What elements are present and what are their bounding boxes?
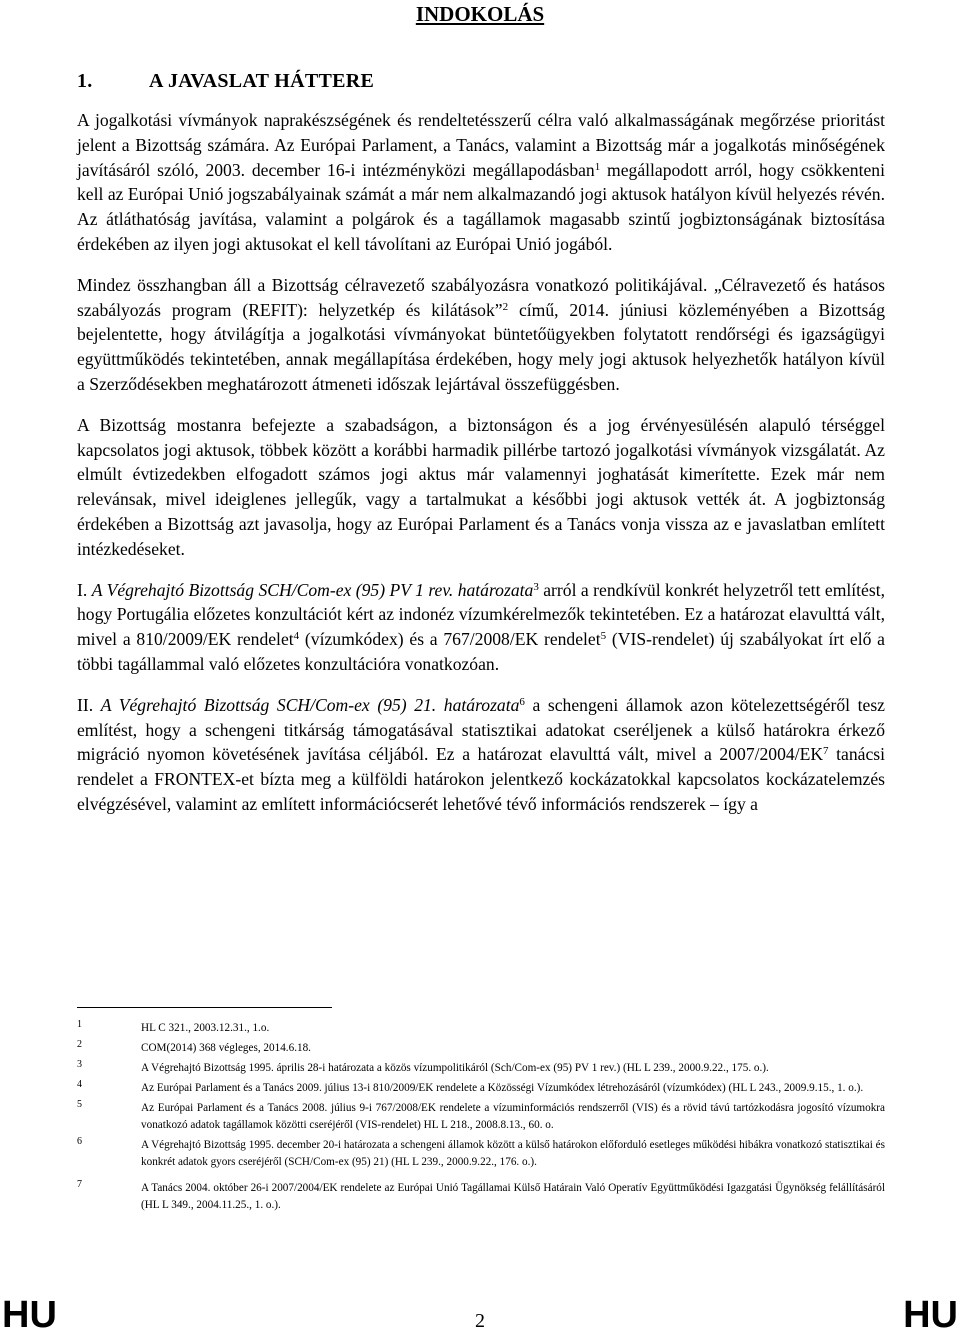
footnote-number: 2 xyxy=(77,1039,82,1050)
footnote-number: 5 xyxy=(77,1099,82,1110)
footnote-ref-1: 1 xyxy=(594,160,601,173)
footnote-item xyxy=(77,1100,885,1134)
footnote-text: Az Európai Parlament és a Tanács 2009. július 13-i 810/2009/EK rendelete a Közösségi Vízumkódex létrehozásáról (vízumkódex) (HL L 243., 2009.9.15., 1. o.). xyxy=(141,1082,864,1094)
footnote-text: A Tanács 2004. október 26-i 2007/2004/EK rendelete az Európai Unió Tagállamai Külső Határain Való Operatív Együttműködési Igazgatási Ügynökség felállításáról (HL L 349., 2004.11.25., 1. o.). xyxy=(141,1182,885,1211)
paragraph-4 xyxy=(77,578,885,677)
paragraph-3: A Bizottság mostanra befejezte a szabadságon, a biztonságon és a jog érvényesülésén alapuló térséggel kapcsolatos jogi aktusok, többek között a korábbi harmadik pillérbe tartozó jogalkotási vívmányok vizsgálatát. Az elmúlt évtizedekben elfogadott számos jogi aktus már valamennyi joghatását kimerítette. Ezek már nem relevánsak, mivel ideiglenes jellegűk, vagy a tartalmukat a későbbi jogi aktusok vették át. A jogbiztonság érdekében a Bizottság azt javasolja, hogy az Európai Parlament és a Tanács vonja vissza az e javaslatban említett intézkedéseket. xyxy=(77,414,885,559)
paragraph-5 xyxy=(77,693,885,817)
footnote-separator xyxy=(77,1007,332,1008)
footnote-number: 1 xyxy=(77,1019,82,1030)
paragraph-2 xyxy=(77,273,885,397)
paragraph-1-text-b: megállapodott arról, hogy csökkenteni kell az Európai Unió jogszabályainak számát a már nem alkalmazandó jogi aktusok hatályon kívül helyezés révén. Az átláthatóság javítása, valamint a polgárok és a tagállamok magasabb szintű jogbiztonságának biztosítása érdekében az ilyen jogi aktusokat el kell távolítani az Európai Unió jogából. xyxy=(77,159,885,254)
paragraph-4-text-b: (vízumkódex) és a 767/2008/EK rendelet xyxy=(299,629,601,650)
paragraph-2-text-b: című, 2014. júniusi közleményében a Bizottság bejelentette, hogy átvilágítja a jogalkotási vívmányokat büntetőügyekben folytatott rendőrségi és igazságügyi együttműködés tekintetében, annak megállapítása érdekében, hogy mely jogi aktusok helyezhetők hatályon kívül a Szerződésekben meghatározott átmeneti időszak lejártával összefüggésben. xyxy=(77,299,885,394)
paragraph-1 xyxy=(77,108,885,257)
paragraph-5-text-a: a schengeni államok azon kötelezettségéről tesz említést, hogy a schengeni titkárság támogatásával statisztikai adatokat cseréljenek a külső határokra érkező migráció nyomon követésének javítása céljából. Ez a határozat elavulttá vált, mivel a 2007/2004/EK xyxy=(77,694,885,765)
footnote-item xyxy=(77,1040,885,1057)
footnotes xyxy=(77,1014,885,1214)
page-number: 2 xyxy=(475,1310,485,1332)
section-heading xyxy=(77,70,374,93)
paragraph-4-text-c: (VIS-rendelet) új szabályokat írt elő a többi tagállammal való előzetes konzultációra vonatkozóan. xyxy=(77,629,885,674)
paragraph-4-text-a: arról a rendkívül konkrét helyzetről tett említést, hogy Portugália előzetes konzultációt kért az indonéz vízumkérelmezők tekintetében. Ez a határozat elavulttá vált, mivel a 810/2009/EK rendelet xyxy=(77,579,886,650)
footnote-item xyxy=(77,1060,885,1077)
section-number: 1. xyxy=(77,70,93,92)
footnote-text: A Végrehajtó Bizottság 1995. április 28-i határozata a közös vízumpolitikáról (Sch/Com-ex (95) PV 1 rev.) (HL L 239., 2000.9.22., 175. o.). xyxy=(141,1062,769,1074)
footnote-number: 3 xyxy=(77,1059,82,1070)
paragraph-5-italic: A Végrehajtó Bizottság SCH/Com-ex (95) 21. határozata xyxy=(100,694,520,715)
footnote-item xyxy=(77,1137,885,1171)
language-code-left: HU xyxy=(2,1294,57,1336)
footnote-text: HL C 321., 2003.12.31., 1.o. xyxy=(141,1022,270,1034)
footnote-text: COM(2014) 368 végleges, 2014.6.18. xyxy=(141,1042,311,1054)
paragraph-5-text-b: tanácsi rendelet a FRONTEX-et bízta meg a külföldi határokon jelentkező kockázatokkal kapcsolatos kockázatelemzés elvégzésével, valamint az említett információcserét lehetővé tévő információs rendszerek – így a xyxy=(77,744,885,814)
footnote-item xyxy=(77,1080,885,1097)
footnote-item xyxy=(77,1020,885,1037)
footnote-ref-3: 3 xyxy=(533,580,539,593)
paragraph-4-label: I. xyxy=(77,579,92,600)
document-title: INDOKOLÁS xyxy=(415,2,545,26)
footnote-item xyxy=(77,1180,885,1214)
paragraph-5-label: II. xyxy=(77,694,101,715)
footnote-number: 4 xyxy=(77,1079,82,1090)
footnote-text: A Végrehajtó Bizottság 1995. december 20-i határozata a schengeni államok között a külső határokon előforduló esetleges működési hibákra vonatkozó statisztikai és konkrét adatok gyors cseréjéről (SCH/Com-ex (95) 21) (HL L 239., 2000.9.22., 176. o.). xyxy=(141,1139,885,1168)
paragraph-1-text-a: A jogalkotási vívmányok naprakészségének és rendeltetésszerű célra való alkalmasságának megőrzése prioritást jelent a Bizottság számára. Az Európai Parlament, a Tanács, valamint a Bizottság már a jogalkotás minőségének javításáról szóló, 2003. december 16-i intézményközi megállapodásban xyxy=(77,110,885,180)
footnote-ref-2: 2 xyxy=(502,300,509,313)
footnote-number: 7 xyxy=(77,1179,82,1190)
footnote-ref-4: 4 xyxy=(293,630,300,643)
paragraph-2-text-a: Mindez összhangban áll a Bizottság célravezető szabályozásra vonatkozó politikájával. „Célravezető és hatásos szabályozás program (REFIT): helyzetkép és kilátások” xyxy=(77,274,885,320)
paragraph-4-italic: A Végrehajtó Bizottság SCH/Com-ex (95) PV 1 rev. határozata xyxy=(91,579,534,600)
footnote-text: Az Európai Parlament és a Tanács 2008. július 9-i 767/2008/EK rendelete a vízuminformációs rendszerről (VIS) és a rövid távú tartózkodásra jogosító vízumokra vonatkozó adatok tagállamok közötti cseréjéről (VIS-rendelet) HL L 218., 2008.8.13., 60. o. xyxy=(141,1102,885,1131)
section-title: A JAVASLAT HÁTTERE xyxy=(149,70,375,92)
language-code-right: HU xyxy=(903,1294,958,1336)
body-text xyxy=(77,108,885,833)
footnote-ref-6: 6 xyxy=(519,695,525,708)
footnote-ref-7: 7 xyxy=(823,745,829,758)
footnote-number: 6 xyxy=(77,1136,82,1147)
footnote-ref-5: 5 xyxy=(600,630,607,643)
